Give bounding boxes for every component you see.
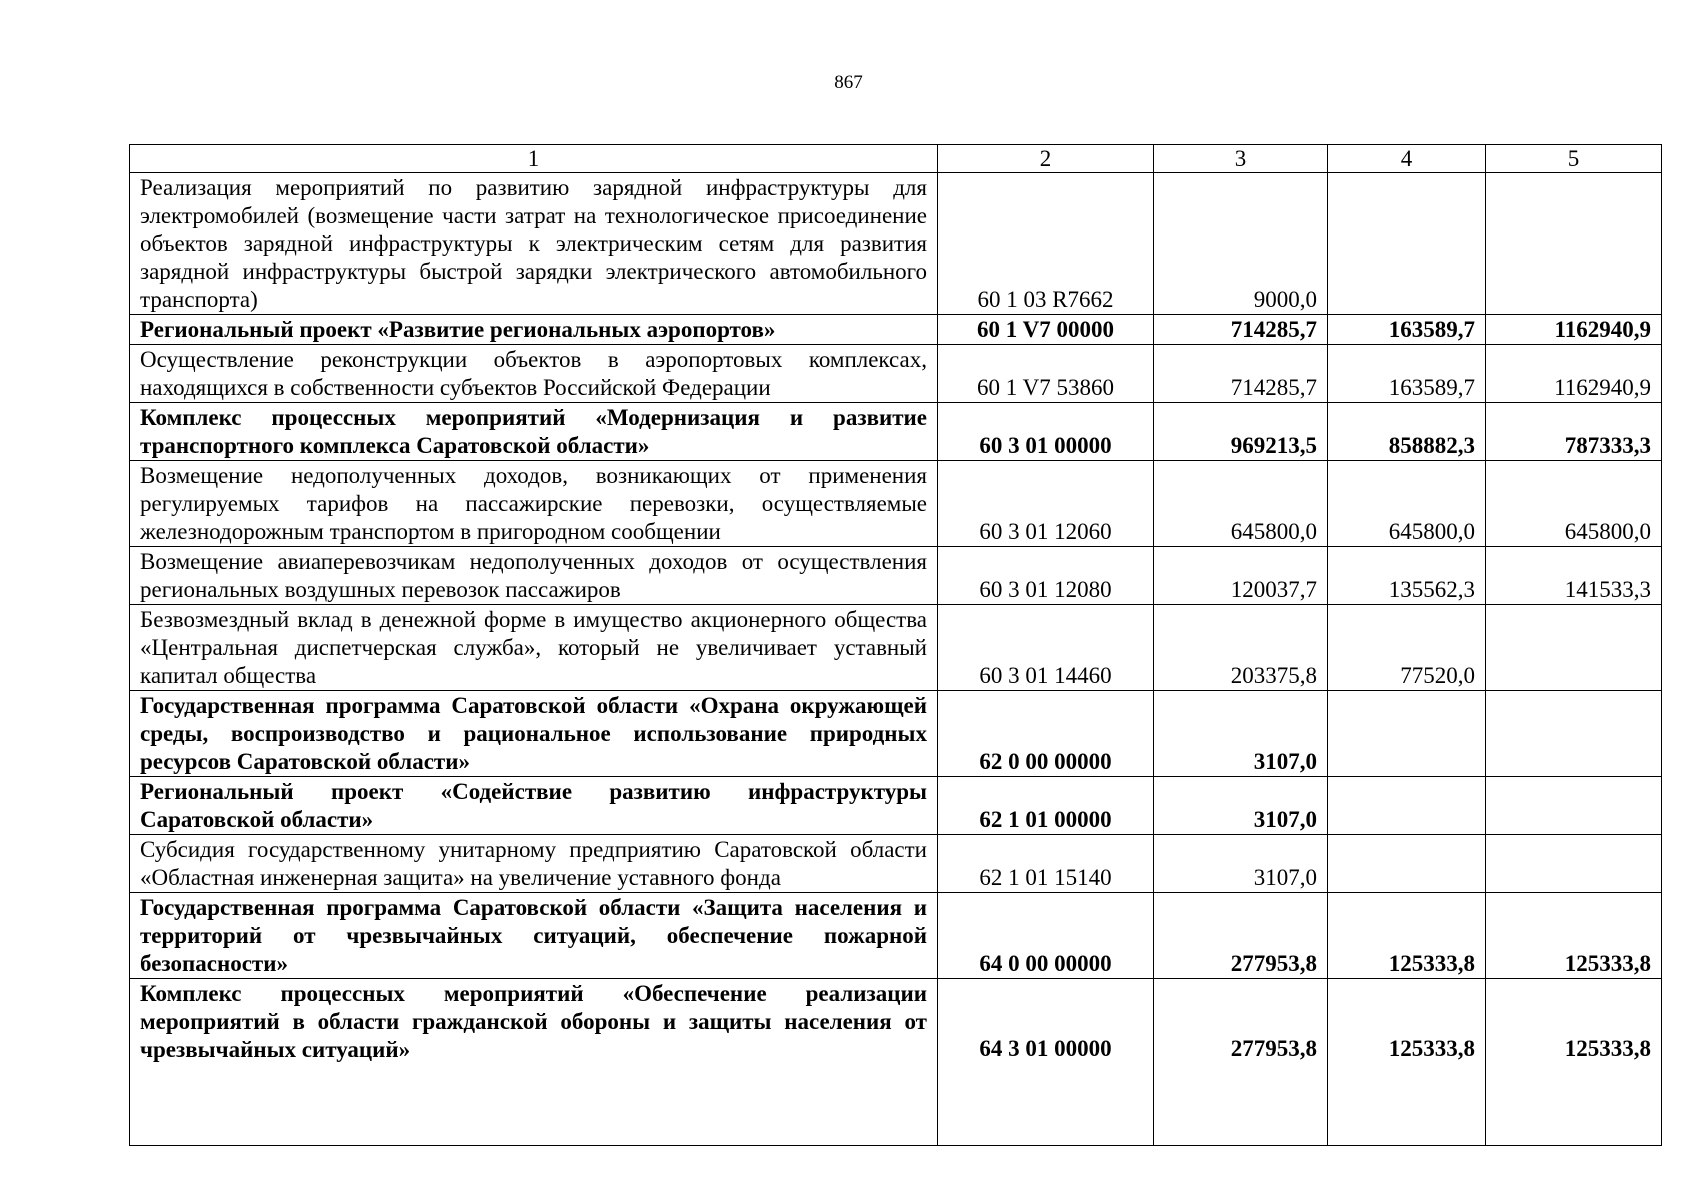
table-row (130, 691, 1662, 777)
row-name: Реализация мероприятий по развитию зарядной инфраструктуры для электромобилей (возмещение части затрат на технологическое присоединение объектов зарядной инфраструктуры к электрическим сетям для развития зарядной инфраструктуры быстрой зарядки электрического автомобильного транспорта) (130, 173, 938, 315)
row-value-col5 (1486, 835, 1662, 893)
row-value-col4: 858882,3 (1328, 403, 1486, 461)
row-value-col3: 969213,5 (1154, 403, 1328, 461)
row-value-col3: 3107,0 (1154, 835, 1328, 893)
table-row (130, 173, 1662, 315)
column-header-5: 5 (1486, 145, 1662, 173)
row-value-col3: 277953,8 (1154, 979, 1328, 1146)
row-code: 62 1 01 00000 (938, 777, 1154, 835)
table-row (130, 461, 1662, 547)
row-value-col3: 3107,0 (1154, 777, 1328, 835)
row-value-col4: 163589,7 (1328, 315, 1486, 345)
row-code: 60 1 V7 53860 (938, 345, 1154, 403)
row-value-col5 (1486, 173, 1662, 315)
row-value-col4: 135562,3 (1328, 547, 1486, 605)
table-row (130, 979, 1662, 1146)
row-value-col3: 3107,0 (1154, 691, 1328, 777)
row-code: 64 3 01 00000 (938, 979, 1154, 1146)
row-name: Региональный проект «Содействие развитию инфраструктуры Саратовской области» (130, 777, 938, 835)
page-number: 867 (834, 72, 863, 93)
row-value-col3: 645800,0 (1154, 461, 1328, 547)
table-body (130, 173, 1662, 1146)
table-row (130, 835, 1662, 893)
column-header-3: 3 (1154, 145, 1328, 173)
row-name: Возмещение авиаперевозчикам недополученных доходов от осуществления региональных воздушных перевозок пассажиров (130, 547, 938, 605)
row-value-col3: 277953,8 (1154, 893, 1328, 979)
row-name: Комплекс процессных мероприятий «Обеспечение реализации мероприятий в области гражданской обороны и защиты населения от чрезвычайных ситуаций» (130, 979, 938, 1146)
row-value-col3: 120037,7 (1154, 547, 1328, 605)
row-value-col4: 125333,8 (1328, 979, 1486, 1146)
table-row (130, 605, 1662, 691)
row-name: Возмещение недополученных доходов, возникающих от применения регулируемых тарифов на пассажирские перевозки, осуществляемые железнодорожным транспортом в пригородном сообщении (130, 461, 938, 547)
column-header-2: 2 (938, 145, 1154, 173)
row-code: 60 3 01 14460 (938, 605, 1154, 691)
row-value-col4 (1328, 173, 1486, 315)
row-value-col5: 125333,8 (1486, 893, 1662, 979)
row-code: 60 1 V7 00000 (938, 315, 1154, 345)
row-name: Субсидия государственному унитарному предприятию Саратовской области «Областная инженерная защита» на увеличение уставного фонда (130, 835, 938, 893)
row-value-col5: 1162940,9 (1486, 315, 1662, 345)
table-row (130, 315, 1662, 345)
row-name: Региональный проект «Развитие региональных аэропортов» (130, 315, 938, 345)
table-row (130, 777, 1662, 835)
row-value-col5: 125333,8 (1486, 979, 1662, 1146)
row-value-col3: 203375,8 (1154, 605, 1328, 691)
row-value-col4: 163589,7 (1328, 345, 1486, 403)
row-value-col4 (1328, 777, 1486, 835)
row-value-col4 (1328, 835, 1486, 893)
column-header-4: 4 (1328, 145, 1486, 173)
row-name: Комплекс процессных мероприятий «Модернизация и развитие транспортного комплекса Саратовской области» (130, 403, 938, 461)
row-value-col5 (1486, 605, 1662, 691)
row-value-col5: 1162940,9 (1486, 345, 1662, 403)
row-value-col4: 645800,0 (1328, 461, 1486, 547)
table-row (130, 403, 1662, 461)
row-value-col4: 77520,0 (1328, 605, 1486, 691)
row-value-col3: 714285,7 (1154, 345, 1328, 403)
row-value-col5 (1486, 777, 1662, 835)
row-code: 60 1 03 R7662 (938, 173, 1154, 315)
budget-table (129, 144, 1662, 1146)
row-code: 60 3 01 12060 (938, 461, 1154, 547)
table-row (130, 893, 1662, 979)
row-code: 62 1 01 15140 (938, 835, 1154, 893)
row-name: Безвозмездный вклад в денежной форме в имущество акционерного общества «Центральная диспетчерская служба», который не увеличивает уставный капитал общества (130, 605, 938, 691)
row-value-col4 (1328, 691, 1486, 777)
row-value-col5: 645800,0 (1486, 461, 1662, 547)
row-code: 60 3 01 00000 (938, 403, 1154, 461)
row-value-col3: 9000,0 (1154, 173, 1328, 315)
row-value-col5: 141533,3 (1486, 547, 1662, 605)
column-header-1: 1 (130, 145, 938, 173)
row-value-col5 (1486, 691, 1662, 777)
row-code: 62 0 00 00000 (938, 691, 1154, 777)
row-name: Государственная программа Саратовской области «Защита населения и территорий от чрезвычайных ситуаций, обеспечение пожарной безопасности» (130, 893, 938, 979)
row-value-col4: 125333,8 (1328, 893, 1486, 979)
table-row (130, 547, 1662, 605)
row-value-col5: 787333,3 (1486, 403, 1662, 461)
row-name: Осуществление реконструкции объектов в аэропортовых комплексах, находящихся в собственности субъектов Российской Федерации (130, 345, 938, 403)
row-value-col3: 714285,7 (1154, 315, 1328, 345)
table-header-row (130, 145, 1662, 173)
row-name: Государственная программа Саратовской области «Охрана окружающей среды, воспроизводство и рациональное использование природных ресурсов Саратовской области» (130, 691, 938, 777)
row-code: 60 3 01 12080 (938, 547, 1154, 605)
table-row (130, 345, 1662, 403)
row-code: 64 0 00 00000 (938, 893, 1154, 979)
